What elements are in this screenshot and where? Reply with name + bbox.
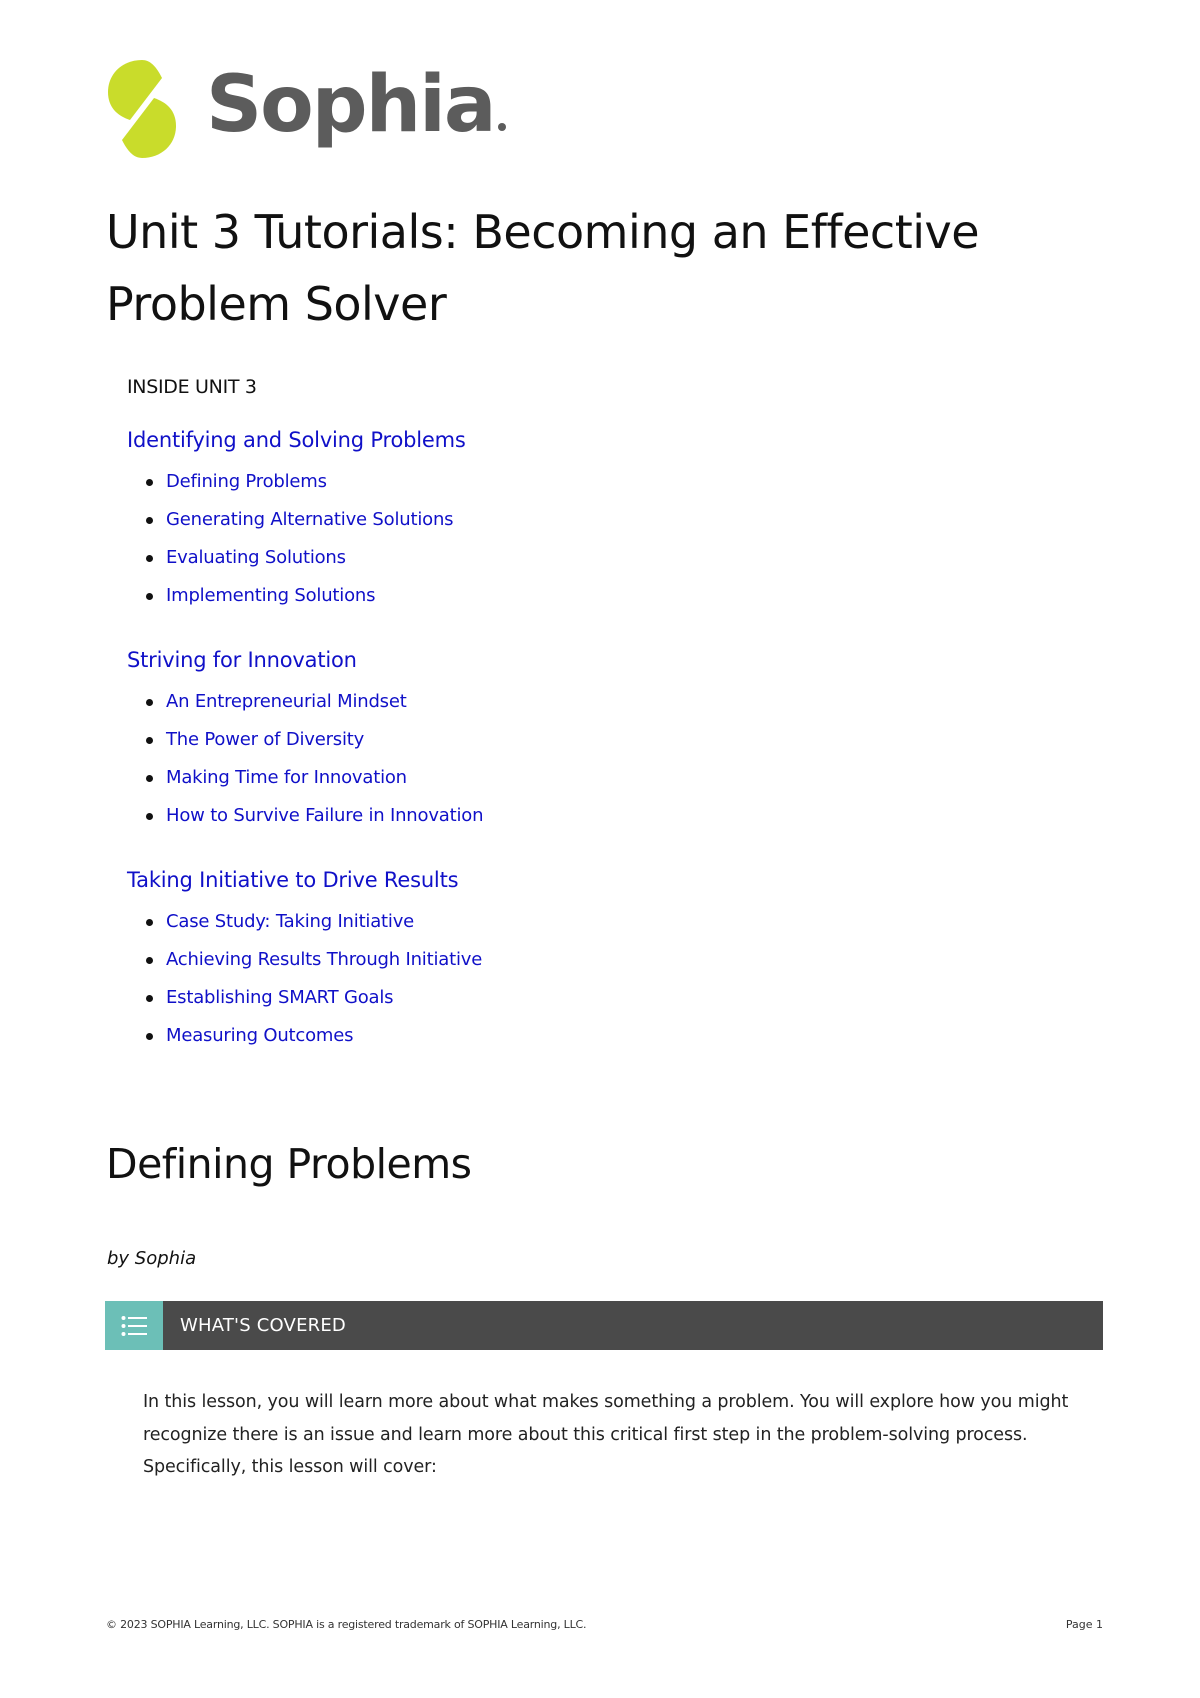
bullet-icon [146, 813, 153, 820]
bullet-icon [146, 699, 153, 706]
toc-list-item [127, 582, 927, 620]
toc-section-link[interactable]: Taking Initiative to Drive Results [127, 868, 459, 892]
toc-list [127, 468, 927, 620]
sophia-wordmark: Sophia [206, 66, 506, 144]
footer-copyright: © 2023 SOPHIA Learning, LLC. SOPHIA is a registered trademark of SOPHIA Learning, LLC. [106, 1618, 587, 1631]
bullet-icon [146, 1033, 153, 1040]
toc-lesson-link[interactable]: Case Study: Taking Initiative [166, 911, 415, 932]
toc-list-item [127, 764, 927, 802]
toc-list-item [127, 688, 927, 726]
inside-unit-heading: INSIDE UNIT 3 [127, 376, 257, 398]
unit-table-of-contents [127, 426, 927, 1086]
toc-lesson-link[interactable]: Evaluating Solutions [166, 547, 346, 568]
bullet-icon [146, 919, 153, 926]
toc-lesson-link[interactable]: Making Time for Innovation [166, 767, 407, 788]
toc-lesson-link[interactable]: Generating Alternative Solutions [166, 509, 454, 530]
toc-lesson-link[interactable]: Establishing SMART Goals [166, 987, 394, 1008]
toc-lesson-link[interactable]: An Entrepreneurial Mindset [166, 691, 407, 712]
toc-lesson-link[interactable]: Measuring Outcomes [166, 1025, 354, 1046]
unit-title: Unit 3 Tutorials: Becoming an Effective Problem Solver [106, 205, 980, 331]
covered-icon-box [105, 1301, 163, 1350]
footer-page-number: Page 1 [1065, 1618, 1103, 1631]
whats-covered-banner [105, 1301, 1103, 1350]
toc-list-item [127, 506, 927, 544]
toc-list [127, 688, 927, 840]
toc-section [127, 866, 927, 1060]
toc-lesson-link[interactable]: Defining Problems [166, 471, 327, 492]
sophia-leaf-logo-icon [104, 58, 180, 160]
toc-list-item [127, 468, 927, 506]
bullet-icon [146, 737, 153, 744]
whats-covered-text: In this lesson, you will learn more about what makes something a problem. You will explore how you might recognize there is an issue and learn more about this critical first step in the problem-solving process. Specifically, this lesson will cover: [143, 1392, 1069, 1477]
toc-lesson-link[interactable]: Achieving Results Through Initiative [166, 949, 483, 970]
toc-list-item [127, 984, 927, 1022]
bullet-icon [146, 593, 153, 600]
toc-list-item [127, 1022, 927, 1060]
bullet-icon [146, 517, 153, 524]
toc-section [127, 646, 927, 840]
toc-section-link[interactable]: Striving for Innovation [127, 648, 357, 672]
toc-list-item [127, 908, 927, 946]
toc-section-link[interactable]: Identifying and Solving Problems [127, 428, 466, 452]
lesson-byline: by Sophia [107, 1248, 197, 1269]
bullet-icon [146, 479, 153, 486]
bullet-icon [146, 775, 153, 782]
lesson-title: Defining Problems [106, 1140, 472, 1188]
list-icon [121, 1315, 147, 1337]
bullet-icon [146, 957, 153, 964]
bullet-icon [146, 555, 153, 562]
toc-section [127, 426, 927, 620]
toc-list-item [127, 946, 927, 984]
toc-lesson-link[interactable]: Implementing Solutions [166, 585, 376, 606]
toc-lesson-link[interactable]: The Power of Diversity [166, 729, 365, 750]
toc-lesson-link[interactable]: How to Survive Failure in Innovation [166, 805, 484, 826]
toc-list-item [127, 544, 927, 582]
toc-list-item [127, 726, 927, 764]
sophia-logo [104, 54, 506, 164]
whats-covered-label: WHAT'S COVERED [180, 1315, 346, 1336]
toc-list [127, 908, 927, 1060]
bullet-icon [146, 995, 153, 1002]
toc-list-item [127, 802, 927, 840]
